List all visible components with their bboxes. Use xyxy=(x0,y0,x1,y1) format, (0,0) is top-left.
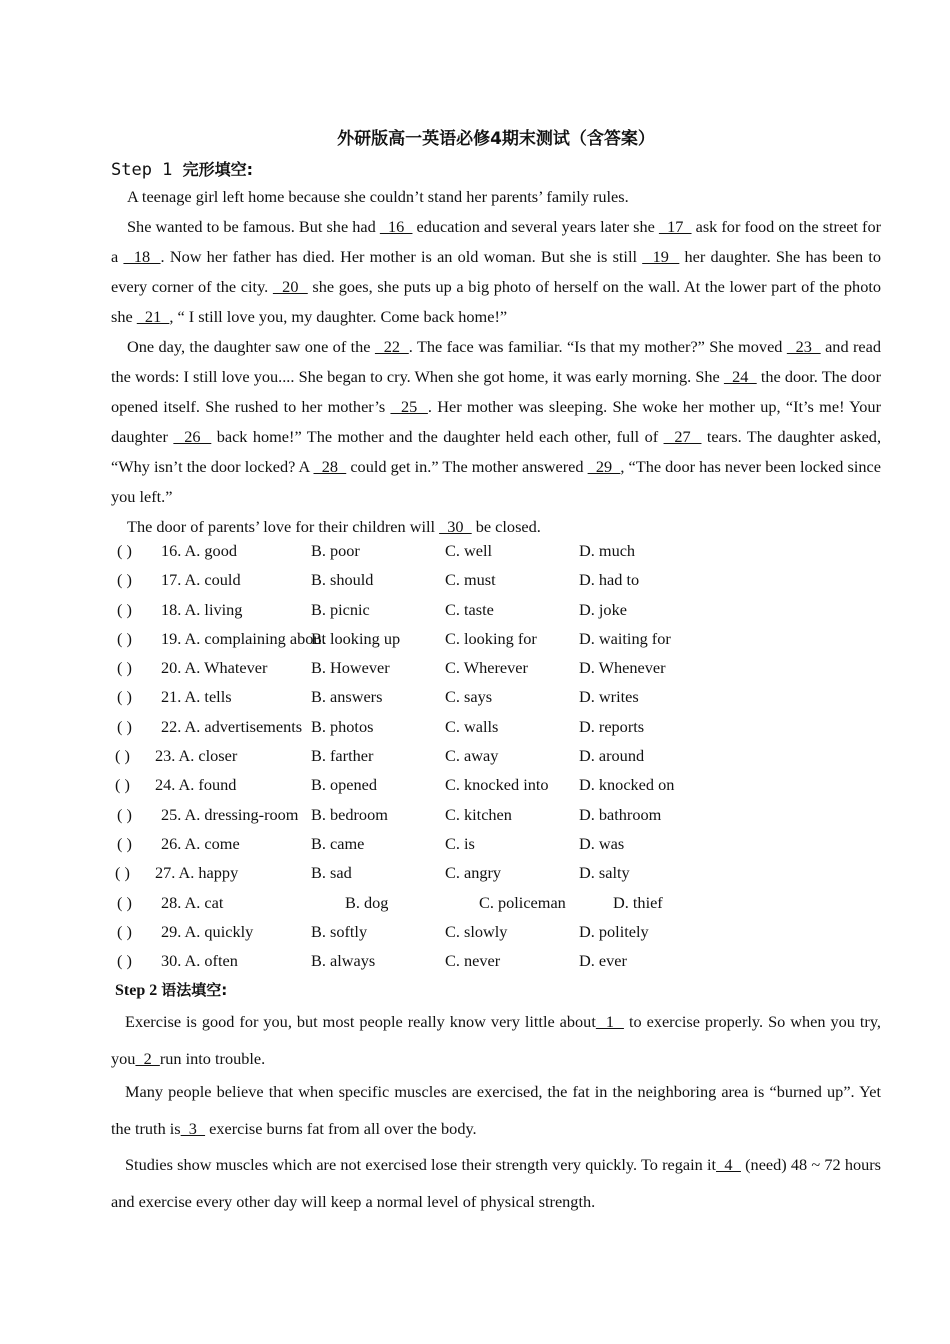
option-row xyxy=(111,682,881,711)
passage-text: and read the words: I still love you.... She began to cry. When she got home, it was early morning. She xyxy=(111,337,881,386)
step2-label: Step 2 xyxy=(115,982,158,999)
passage-text: , “The door has never been locked since you left.” xyxy=(111,457,881,506)
answer-bracket[interactable]: ( ) xyxy=(117,570,132,590)
passage-text: education and several years later she xyxy=(412,217,659,236)
blank-26: 26 xyxy=(173,427,212,446)
page-title: 外研版高一英语必修4期末测试（含答案） xyxy=(337,129,655,149)
blank-2: 2 xyxy=(135,1049,160,1068)
option-d: D. joke xyxy=(579,599,627,619)
option-row xyxy=(111,888,881,917)
option-d: D. thief xyxy=(613,892,663,912)
passage-text: One day, the daughter saw one of the xyxy=(127,337,375,356)
option-b: B. looking up xyxy=(311,628,401,648)
option-c: C. never xyxy=(445,951,501,971)
passage-paragraph-2 xyxy=(111,212,881,332)
grammar-text: to exercise properly. So when you try, you xyxy=(111,1012,882,1068)
blank-23: 23 xyxy=(786,337,821,356)
option-b: B. poor xyxy=(311,541,360,560)
blank-4: 4 xyxy=(716,1155,741,1174)
option-b: B. photos xyxy=(311,716,374,736)
blank-16: 16 xyxy=(379,217,413,236)
option-row xyxy=(111,858,881,887)
option-d: D. bathroom xyxy=(579,804,662,824)
option-a: 26. A. come xyxy=(161,833,240,853)
option-row xyxy=(111,565,881,594)
blank-29: 29 xyxy=(587,457,621,476)
option-c: C. says xyxy=(445,687,493,707)
option-c: C. slowly xyxy=(445,921,508,941)
answer-bracket[interactable]: ( ) xyxy=(117,541,132,560)
option-a: 30. A. often xyxy=(161,951,238,971)
option-c: C. Wherever xyxy=(445,658,528,678)
grammar-text: (need) 48 ~ 72 hours and exercise every other day will keep a normal level of physical strength. xyxy=(111,1155,882,1211)
option-a: 23. A. closer xyxy=(155,746,238,766)
blank-17: 17 xyxy=(658,217,692,236)
blank-22: 22 xyxy=(374,337,409,356)
option-a: 25. A. dressing-room xyxy=(161,804,299,824)
passage-text: she goes, she puts up a big photo of herself on the wall. At the lower part of the photo she xyxy=(111,277,881,326)
option-c: C. is xyxy=(445,833,475,853)
option-row xyxy=(111,536,881,565)
option-b: B. bedroom xyxy=(311,804,388,824)
passage-paragraph-1: A teenage girl left home because she couldn’t stand her parents’ family rules. xyxy=(127,187,629,206)
option-a: 28. A. cat xyxy=(161,892,224,912)
option-d: D. was xyxy=(579,833,625,853)
option-row xyxy=(111,946,881,975)
option-c: C. policeman xyxy=(479,892,566,912)
option-row xyxy=(111,800,881,829)
step1-label: Step 1 xyxy=(111,160,173,180)
blank-21: 21 xyxy=(136,307,170,326)
grammar-paragraph-1 xyxy=(111,1003,881,1077)
passage-text: , “ I still love you, my daughter. Come back home!” xyxy=(169,307,508,326)
option-b: B. opened xyxy=(311,775,378,795)
grammar-paragraph-3 xyxy=(111,1146,881,1220)
step1-heading xyxy=(111,157,253,180)
option-a: 19. A. complaining about xyxy=(161,628,327,648)
step2-heading xyxy=(115,979,227,1000)
passage-text: She wanted to be famous. But she had xyxy=(127,217,380,236)
option-a: 29. A. quickly xyxy=(161,921,254,941)
grammar-text: exercise burns fat from all over the body. xyxy=(205,1119,477,1138)
option-row xyxy=(111,624,881,653)
option-d: D. politely xyxy=(579,921,649,941)
option-b: B. sad xyxy=(311,863,352,883)
blank-27: 27 xyxy=(663,427,702,446)
grammar-paragraph-2 xyxy=(111,1073,881,1147)
indent xyxy=(111,1155,125,1174)
option-b: B. picnic xyxy=(311,599,370,619)
option-a: 21. A. tells xyxy=(161,687,232,707)
options-list xyxy=(111,536,881,975)
answer-bracket[interactable]: ( ) xyxy=(117,599,132,619)
passage-text: the door. The door opened itself. She rushed to her mother’s xyxy=(111,367,881,416)
option-row xyxy=(111,653,881,682)
option-c: C. well xyxy=(445,541,493,560)
option-b: B. always xyxy=(311,951,376,971)
blank-3: 3 xyxy=(180,1119,206,1138)
blank-18: 18 xyxy=(123,247,161,266)
option-a: 27. A. happy xyxy=(155,863,239,883)
grammar-text: Studies show muscles which are not exercised lose their strength very quickly. To regain it xyxy=(125,1155,717,1174)
option-row xyxy=(111,829,881,858)
passage-text: tears. The daughter asked, “Why isn’t the door locked? A xyxy=(111,427,882,476)
blank-25: 25 xyxy=(390,397,428,416)
option-a: 22. A. advertisements xyxy=(161,716,303,736)
step2-label-cn: 语法填空: xyxy=(161,981,228,999)
blank-30: 30 xyxy=(439,517,472,536)
answer-bracket[interactable]: ( ) xyxy=(117,951,132,971)
grammar-text: run into trouble. xyxy=(159,1049,266,1068)
option-row xyxy=(111,741,881,770)
passage-text: could get in.” The mother answered xyxy=(346,457,588,476)
option-b: B. should xyxy=(311,570,374,590)
option-c: C. looking for xyxy=(445,628,537,648)
option-b: B. However xyxy=(311,658,390,678)
option-d: D. Whenever xyxy=(579,658,666,678)
option-a: 20. A. Whatever xyxy=(161,658,268,678)
option-c: C. away xyxy=(445,746,499,766)
answer-bracket[interactable]: ( ) xyxy=(117,921,132,941)
option-b: B. answers xyxy=(311,687,383,707)
option-c: C. must xyxy=(445,570,496,590)
answer-bracket[interactable]: ( ) xyxy=(117,716,132,736)
option-d: D. writes xyxy=(579,687,639,707)
option-b: B. came xyxy=(311,833,365,853)
option-d: D. waiting for xyxy=(579,628,671,648)
option-c: C. angry xyxy=(445,863,502,883)
step1-label-cn: 完形填空: xyxy=(182,160,254,179)
option-a: 18. A. living xyxy=(161,599,243,619)
option-b: B. softly xyxy=(311,921,368,941)
answer-bracket[interactable]: ( ) xyxy=(117,658,132,678)
option-d: D. much xyxy=(579,541,636,560)
indent xyxy=(111,1082,125,1101)
option-row xyxy=(111,595,881,624)
passage-text: back home!” The mother and the daughter held each other, full of xyxy=(211,427,664,446)
passage-text: The door of parents’ love for their children will xyxy=(127,517,440,536)
passage-text: her daughter. She has been to every corner of the city. xyxy=(111,247,881,296)
passage-text: be closed. xyxy=(471,517,541,536)
answer-bracket[interactable]: ( ) xyxy=(117,833,132,853)
option-row xyxy=(111,917,881,946)
blank-20: 20 xyxy=(272,277,308,296)
blank-28: 28 xyxy=(313,457,347,476)
option-c: C. kitchen xyxy=(445,804,512,824)
option-c: C. taste xyxy=(445,599,494,619)
option-b: B. farther xyxy=(311,746,374,766)
answer-bracket[interactable]: ( ) xyxy=(117,628,132,648)
passage-paragraph-3 xyxy=(111,332,881,512)
option-row xyxy=(111,712,881,741)
option-b: B. dog xyxy=(345,892,389,912)
blank-19: 19 xyxy=(642,247,680,266)
blank-1: 1 xyxy=(595,1012,624,1031)
cloze-passage xyxy=(111,182,881,542)
passage-text: ask for food on the street for a xyxy=(111,217,882,266)
answer-bracket[interactable]: ( ) xyxy=(115,775,130,795)
blank-24: 24 xyxy=(723,367,757,386)
answer-bracket[interactable]: ( ) xyxy=(117,687,132,707)
option-d: D. around xyxy=(579,746,645,766)
passage-text: . The face was familiar. “Is that my mother?” She moved xyxy=(408,337,787,356)
option-c: C. walls xyxy=(445,716,499,736)
option-a: 17. A. could xyxy=(161,570,241,590)
option-d: D. knocked on xyxy=(579,775,675,795)
passage-text: . Her mother was sleeping. She woke her mother up, “It’s me! Your daughter xyxy=(111,397,881,446)
indent xyxy=(111,1012,125,1031)
grammar-text: Exercise is good for you, but most people really know very little about xyxy=(125,1012,596,1031)
option-d: D. had to xyxy=(579,570,640,590)
answer-bracket[interactable]: ( ) xyxy=(117,804,132,824)
passage-text: . Now her father has died. Her mother is an old woman. But she is still xyxy=(160,247,643,266)
option-c: C. knocked into xyxy=(445,775,549,795)
option-d: D. reports xyxy=(579,716,645,736)
option-d: D. ever xyxy=(579,951,627,971)
option-d: D. salty xyxy=(579,863,630,883)
option-a: 24. A. found xyxy=(155,775,237,795)
answer-bracket[interactable]: ( ) xyxy=(117,892,132,912)
option-row xyxy=(111,770,881,799)
answer-bracket[interactable]: ( ) xyxy=(115,746,130,766)
grammar-text: Many people believe that when specific muscles are exercised, the fat in the neighboring area is “burned up”. Yet the truth is xyxy=(111,1082,881,1138)
option-a: 16. A. good xyxy=(161,541,237,560)
answer-bracket[interactable]: ( ) xyxy=(115,863,130,883)
